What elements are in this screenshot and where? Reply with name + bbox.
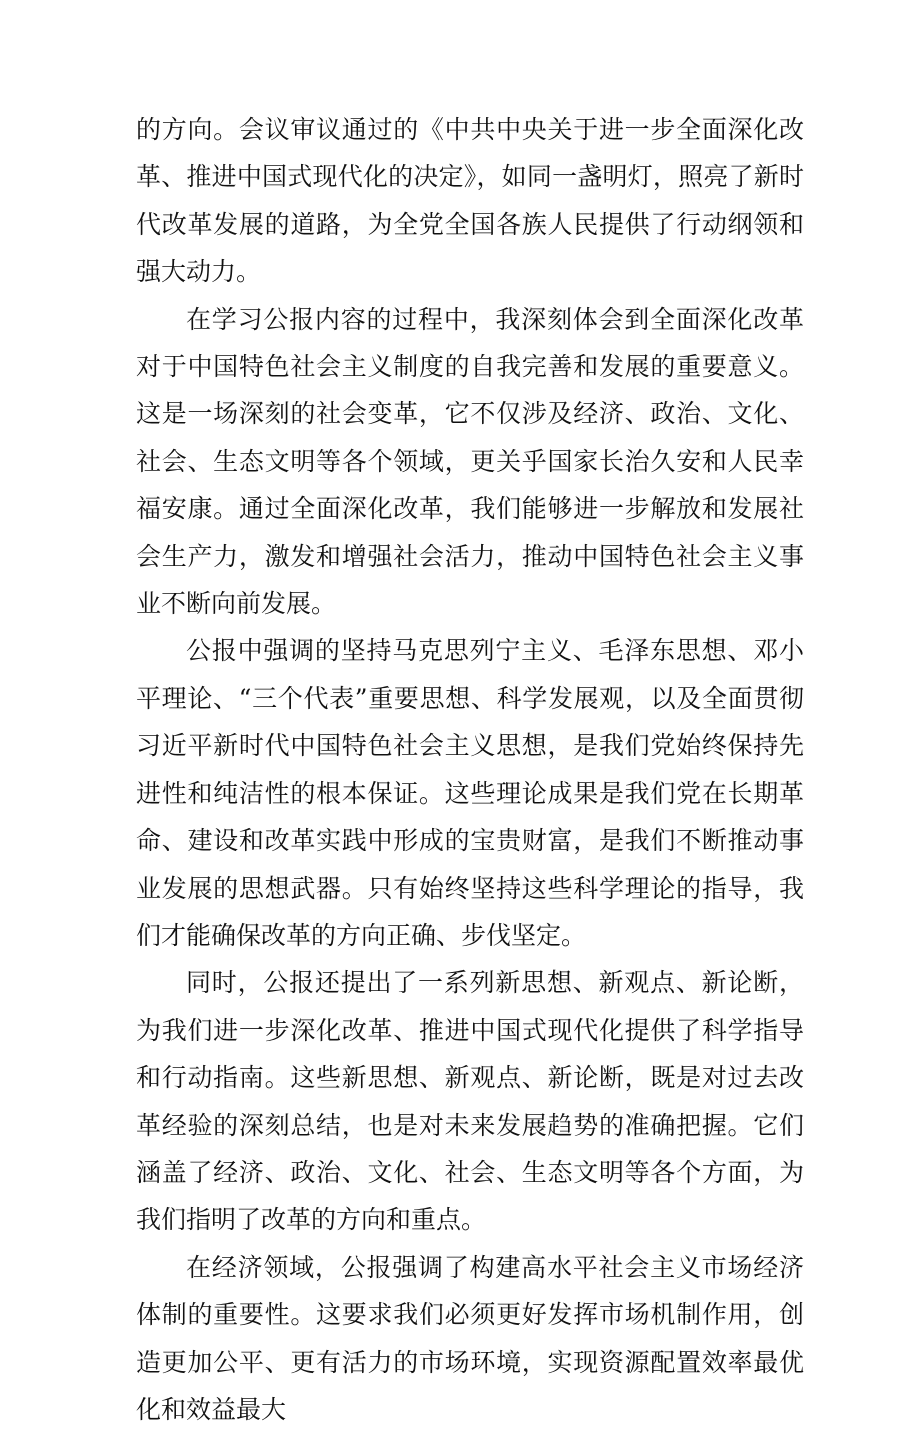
paragraph: 在经济领域，公报强调了构建高水平社会主义市场经济体制的重要性。这要求我们必须更好发挥市场机制作用，创造更加公平、更有活力的市场环境，实现资源配置效率最优化和效益最大	[136, 1252, 804, 1424]
document-body	[136, 106, 804, 1433]
paragraph: 公报中强调的坚持马克思列宁主义、毛泽东思想、邓小平理论、“三个代表”重要思想、科学发展观，以及全面贯彻习近平新时代中国特色社会主义思想，是我们党始终保持先进性和纯洁性的根本保证。这些理论成果是我们党在长期革命、建设和改革实践中形成的宝贵财富，是我们不断推动事业发展的思想武器。只有始终坚持这些科学理论的指导，我们才能确保改革的方向正确、步伐坚定。	[136, 636, 804, 950]
paragraph: 同时，公报还提出了一系列新思想、新观点、新论断，为我们进一步深化改革、推进中国式现代化提供了科学指导和行动指南。这些新思想、新观点、新论断，既是对过去改革经验的深刻总结，也是对未来发展趋势的准确把握。它们涵盖了经济、政治、文化、社会、生态文明等各个方面，为我们指明了改革的方向和重点。	[136, 968, 804, 1235]
paragraph-continuation: 的方向。会议审议通过的《中共中央关于进一步全面深化改革、推进中国式现代化的决定》，如同一盏明灯，照亮了新时代改革发展的道路，为全党全国各族人民提供了行动纲领和强大动力。	[136, 115, 804, 287]
paragraph: 在学习公报内容的过程中，我深刻体会到全面深化改革对于中国特色社会主义制度的自我完善和发展的重要意义。这是一场深刻的社会变革，它不仅涉及经济、政治、文化、社会、生态文明等各个领域，更关乎国家长治久安和人民幸福安康。通过全面深化改革，我们能够进一步解放和发展社会生产力，激发和增强社会活力，推动中国特色社会主义事业不断向前发展。	[136, 304, 804, 619]
